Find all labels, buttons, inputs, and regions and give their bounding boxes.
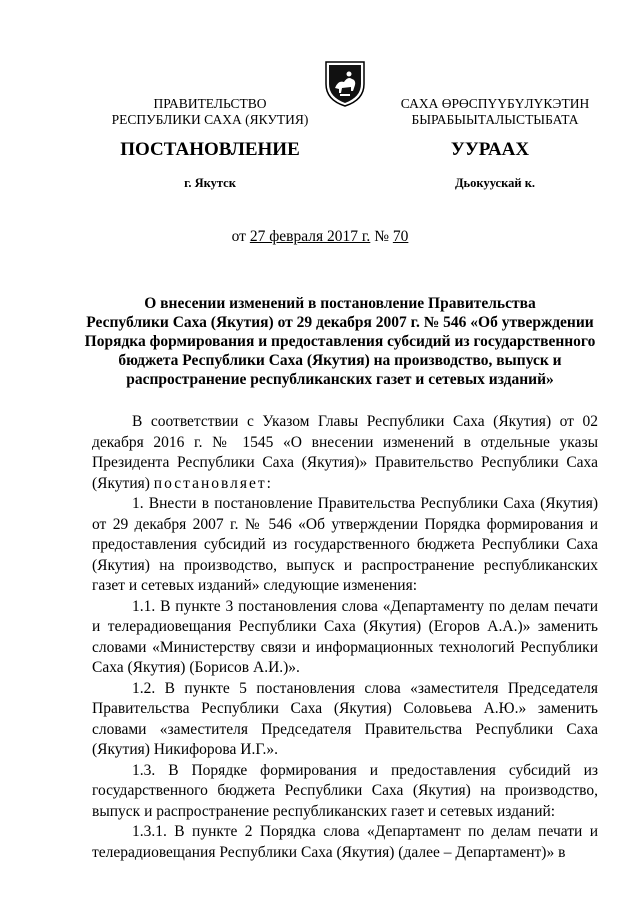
- decree-number: 70: [392, 228, 409, 245]
- date-prefix: от: [231, 228, 246, 245]
- org-name-sa-line1: САХА ӨРӨСПҮҮБҮЛҮКЭТИН: [400, 96, 590, 111]
- title-line: бюджета Республики Саха (Якутия) на производство, выпуск и: [118, 352, 562, 369]
- org-name-sa-line2: БЫРАБЫЫТАЛЫСТЫБАТА: [411, 112, 579, 127]
- org-name-ru-line2: РЕСПУБЛИКИ САХА (ЯКУТИЯ): [111, 112, 309, 127]
- body-paragraph: [92, 412, 598, 494]
- decree-body: [92, 412, 598, 863]
- number-prefix: №: [374, 228, 389, 245]
- doc-type-ru: ПОСТАНОВЛЕНИЕ: [120, 139, 300, 160]
- title-line: Порядка формирования и предоставления субсидий из государственного: [84, 333, 596, 350]
- body-paragraph: 1.3. В Порядке формирования и предоставления субсидий из государственного бюджета Республики Саха (Якутия) на производство, выпуск и распространение республиканских газет и сетевых изданий:: [92, 761, 598, 820]
- title-line: Республики Саха (Якутия) от 29 декабря 2007 г. № 546 «Об утверждении: [86, 314, 594, 331]
- decree-date: 27 февраля 2017 г.: [249, 228, 371, 245]
- body-paragraph: 1.3.1. В пункте 2 Порядка слова «Департамент по делам печати и телерадиовещания Республики Саха (Якутия) (далее – Департамент)» в: [92, 823, 598, 861]
- title-line: О внесении изменений в постановление Правительства: [144, 295, 536, 312]
- org-name-ru: [95, 96, 325, 128]
- city-sa: Дьокуускай к.: [454, 176, 536, 190]
- body-paragraph: 1.1. В пункте 3 постановления слова «Департаменту по делам печати и телерадиовещания Республики Саха (Якутия) (Егоров А.А.)» заменить словами «Министерству связи и информационных технологий Республики Саха (Якутия) (Борисов А.И.)».: [92, 597, 598, 676]
- preamble-text: В соответствии с Указом Главы Республики Саха (Якутия) от 02 декабря 2016 г. № 1545 «О внесении изменений в отдельные указы Президента Республики Саха (Якутия)» Правительство Республики Саха (Якутия): [92, 413, 598, 492]
- title-line: распространение республиканских газет и сетевых изданий»: [126, 371, 554, 388]
- decree-title: [70, 294, 610, 389]
- org-name-ru-line1: ПРАВИТЕЛЬСТВО: [153, 96, 267, 111]
- org-name-sa: [385, 96, 605, 128]
- coat-of-arms-icon: [322, 58, 368, 108]
- body-paragraph: 1. Внести в постановление Правительства Республики Саха (Якутия) от 29 декабря 2007 г. № 546 «Об утверждении Порядка формирования и предоставления субсидий из государственного бюджета Республики Саха (Якутия) на производство, выпуск и распространение республиканских газет и сетевых изданий» следующие изменения:: [92, 495, 598, 594]
- doc-type-sa: УУРААХ: [450, 139, 530, 160]
- body-paragraph: 1.2. В пункте 5 постановления слова «заместителя Председателя Правительства Республики Саха (Якутия) Соловьева А.Ю.» заменить словами «заместителя Председателя Правительства Республики Саха (Якутия) Никифорова И.Г.».: [92, 679, 598, 758]
- city-ru: г. Якутск: [184, 176, 236, 190]
- resolves-word: постановляет:: [153, 474, 273, 492]
- decree-date-line: [0, 228, 640, 246]
